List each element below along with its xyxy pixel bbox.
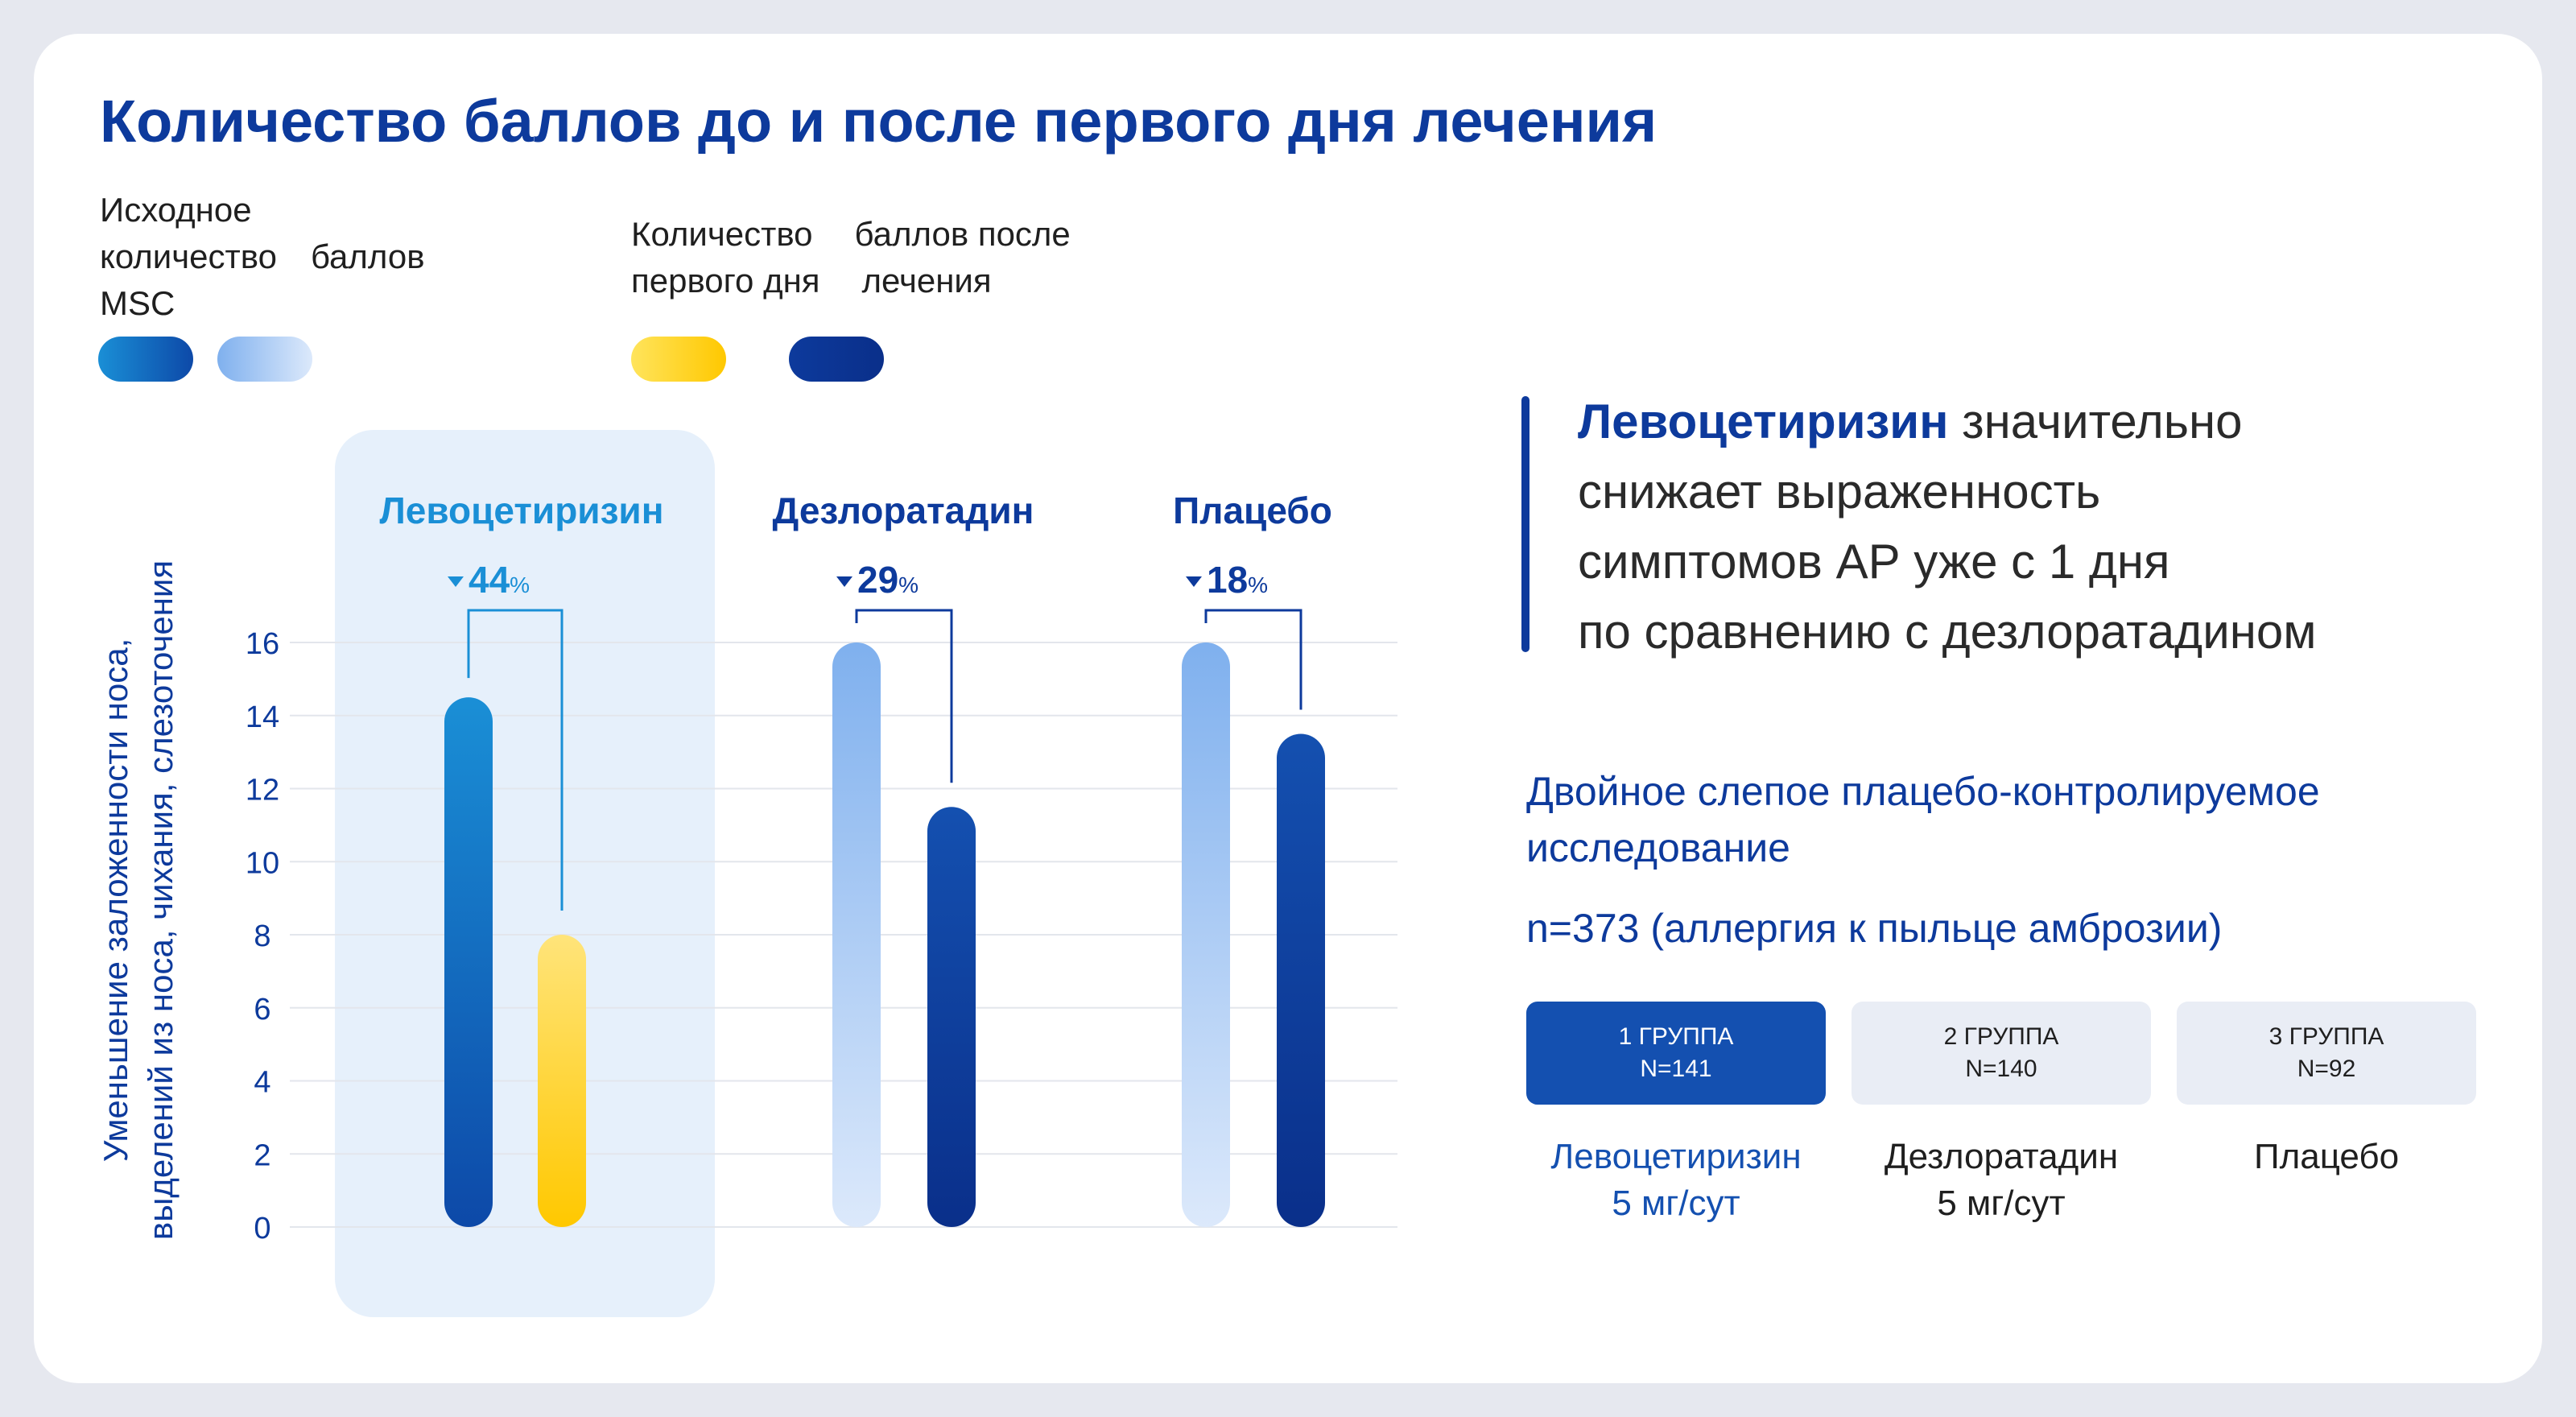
- key-message-line4: по сравнению с дезлоратадином: [1578, 605, 2317, 659]
- study-n: n=373 (аллергия к пыльце амброзии): [1526, 906, 2223, 951]
- reduction-label: 18%: [1207, 559, 1269, 601]
- group-box-3: [2177, 1002, 2476, 1105]
- y-tick-label: 14: [245, 700, 280, 734]
- y-tick-label: 6: [254, 992, 271, 1027]
- page-title: Количество баллов до и после первого дня лечения: [100, 88, 1657, 155]
- y-axis-label-line1: Уменьшение заложенности носа,: [97, 638, 134, 1163]
- reduction-label: 29%: [857, 559, 919, 601]
- bar-before: [832, 642, 881, 1227]
- study-line1: Двойное слепое плацебо-контролируемое: [1526, 769, 2320, 814]
- group-2-n: N=140: [1965, 1056, 2037, 1082]
- group-3-label: 3 ГРУППА: [2268, 1023, 2384, 1050]
- group-label: Дезлоратадин: [772, 490, 1034, 531]
- reduction-label: 44%: [469, 559, 530, 601]
- group-1-dose: 5 мг/сут: [1612, 1184, 1740, 1223]
- group-1-drug-name: Левоцетиризин: [1550, 1137, 1802, 1176]
- key-message-line3: симптомов АР уже с 1 дня: [1578, 535, 2170, 589]
- key-message-line2: снижает выраженность: [1578, 465, 2101, 518]
- group-3-n: N=92: [2297, 1056, 2356, 1082]
- y-tick-label: 2: [254, 1138, 271, 1173]
- study-design: [1526, 763, 2320, 876]
- bar-after: [538, 935, 586, 1227]
- y-tick-label: 10: [245, 846, 280, 881]
- bar-before: [444, 697, 493, 1227]
- legend-baseline-line1: Исходное: [100, 191, 252, 229]
- legend-after-line2: первого дня: [631, 262, 820, 300]
- bar-after: [1277, 733, 1325, 1227]
- group-label: Левоцетиризин: [379, 490, 664, 531]
- legend-baseline-line2b: баллов: [310, 238, 425, 275]
- quote-accent-bar: [1521, 396, 1530, 652]
- group-2-drug: [1832, 1134, 2170, 1227]
- down-triangle-icon: [1186, 576, 1202, 587]
- group-2-label: 2 ГРУППА: [1943, 1023, 2059, 1050]
- group-1-label: 1 ГРУППА: [1618, 1023, 1734, 1050]
- group-box-2: [1852, 1002, 2151, 1105]
- group-1-n: N=141: [1640, 1056, 1712, 1082]
- study-line2: исследование: [1526, 825, 1790, 870]
- group-box-1: [1526, 1002, 1826, 1105]
- y-tick-label: 4: [254, 1065, 271, 1100]
- bar-after: [927, 807, 976, 1227]
- legend-baseline-line2: количество: [100, 238, 277, 275]
- group-2-drug-name: Дезлоратадин: [1884, 1137, 2119, 1176]
- group-3-drug-name: Плацебо: [2253, 1137, 2400, 1176]
- key-message: [1578, 386, 2316, 667]
- legend-after-line1b: баллов после: [854, 215, 1071, 253]
- down-triangle-icon: [448, 576, 464, 587]
- down-triangle-icon: [836, 576, 852, 587]
- group-1-drug: [1507, 1134, 1845, 1227]
- y-tick-label: 8: [254, 919, 271, 953]
- y-tick-label: 16: [245, 627, 280, 661]
- y-axis-label-line2: выделений из носа, чихания, слезоточения: [142, 560, 180, 1241]
- legend-after-line1: Количество: [631, 215, 813, 253]
- key-message-bold: Левоцетиризин: [1578, 395, 1949, 448]
- group-3-drug: [2157, 1134, 2496, 1180]
- legend-after-line2b: лечения: [861, 262, 992, 300]
- group-2-dose: 5 мг/сут: [1937, 1184, 2066, 1223]
- legend-baseline-line3: MSC: [100, 284, 175, 322]
- y-tick-label: 12: [245, 773, 280, 808]
- y-tick-label: 0: [254, 1212, 271, 1246]
- key-message-line1: значительно: [1948, 395, 2243, 448]
- bar-before: [1182, 642, 1230, 1227]
- group-label: Плацебо: [1173, 490, 1332, 531]
